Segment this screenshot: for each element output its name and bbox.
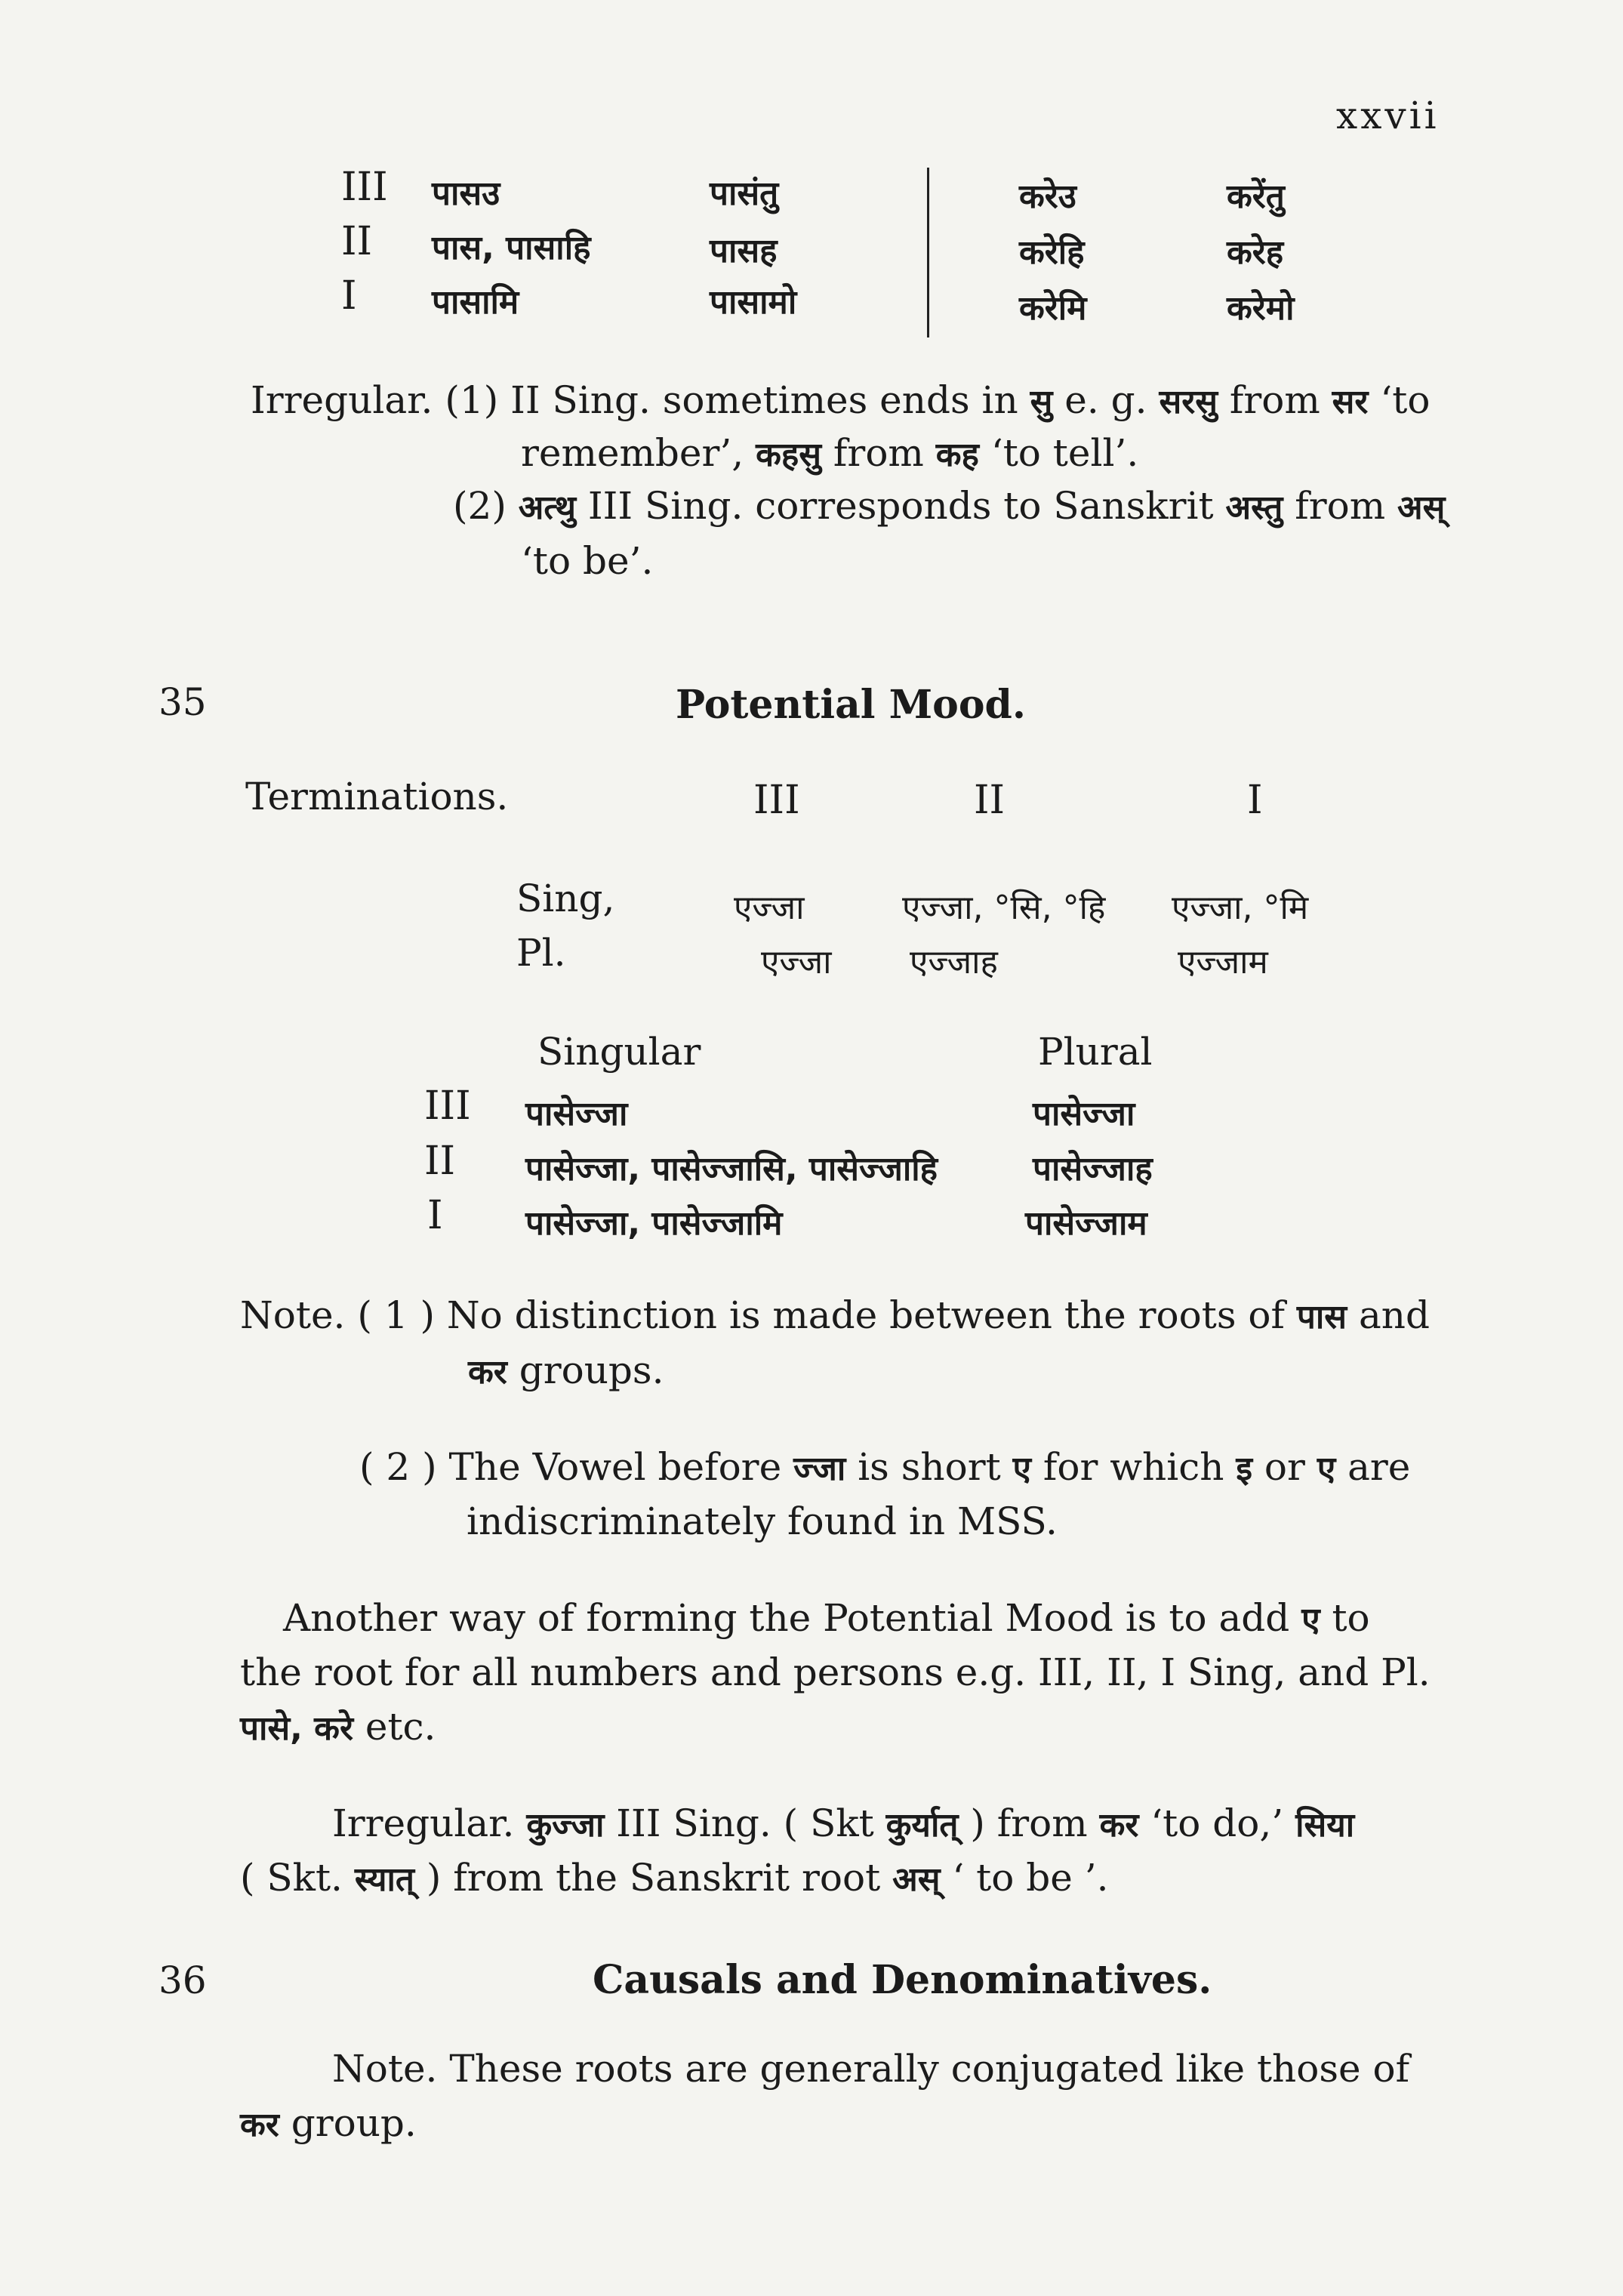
- text: or: [1264, 1445, 1305, 1489]
- devanagari-word: सरसु: [1159, 383, 1218, 421]
- devanagari-word: ए: [1012, 1450, 1031, 1488]
- irregular-paragraph-1: [251, 378, 1431, 422]
- table-cell: पासेज्जा: [525, 1095, 628, 1133]
- text: is short: [858, 1445, 1001, 1489]
- termination-cell: एज्जा, °सि, °हि: [902, 889, 1106, 927]
- paragraph-line: [283, 1596, 1370, 1640]
- text: ‘ to be ’.: [952, 1856, 1109, 1900]
- devanagari-word: पास: [1296, 1298, 1347, 1336]
- section-title: Potential Mood.: [676, 682, 1027, 728]
- termination-cell: एज्जा, °मि: [1172, 889, 1309, 927]
- item-number: (2): [453, 484, 507, 528]
- column-header: I: [1247, 778, 1263, 823]
- text: group.: [291, 2101, 417, 2145]
- text: II Sing. sometimes ends in: [510, 378, 1018, 422]
- paragraph-line: the root for all numbers and persons e.g. III, II, I Sing, and Pl.: [240, 1650, 1431, 1694]
- text: are: [1347, 1445, 1411, 1489]
- person-label: I: [341, 273, 357, 319]
- devanagari-word: कहसु: [756, 436, 822, 474]
- irregular-line: ‘to be’.: [521, 539, 654, 583]
- table-cell: करेहि: [1019, 233, 1085, 272]
- column-header: III: [753, 778, 800, 823]
- irregular-line: [453, 484, 1446, 528]
- paragraph-line: [240, 2101, 417, 2145]
- section-number: 36: [159, 1959, 207, 2002]
- page-number: xxvii: [1336, 94, 1440, 137]
- item-number: ( 2 ): [359, 1445, 437, 1489]
- table-cell: पासह: [710, 232, 778, 270]
- section-title: Causals and Denominatives.: [593, 1957, 1212, 2003]
- text: ‘to do,’: [1150, 1801, 1284, 1845]
- paragraph-line: [332, 1801, 1355, 1845]
- text: remember’,: [521, 431, 744, 475]
- devanagari-word: अस्तु: [1225, 488, 1283, 527]
- person-label: II: [341, 219, 373, 264]
- devanagari-word: कुज्जा: [526, 1806, 605, 1845]
- column-divider: [927, 168, 929, 337]
- termination-cell: एज्जा: [734, 889, 805, 927]
- devanagari-word: कर: [240, 2106, 279, 2144]
- terminations-label: Terminations.: [245, 775, 509, 818]
- item-number: (1): [445, 378, 499, 422]
- irregular-label: Irregular.: [251, 378, 433, 422]
- text: ‘to tell’.: [990, 431, 1139, 475]
- devanagari-word: कुर्यात्: [885, 1806, 959, 1845]
- text: Another way of forming the Potential Mood is to add: [283, 1596, 1290, 1640]
- termination-cell: एज्जा: [761, 943, 832, 982]
- text: for which: [1042, 1445, 1224, 1489]
- devanagari-word: पासे, करे: [240, 1709, 353, 1748]
- table-cell: करेह: [1227, 233, 1284, 272]
- note-line: [240, 1293, 1430, 1337]
- devanagari-word: कर: [468, 1353, 507, 1391]
- devanagari-word: सिया: [1295, 1806, 1355, 1845]
- plural-header: Plural: [1038, 1030, 1153, 1074]
- termination-cell: एज्जाह: [910, 943, 998, 982]
- text: from: [833, 431, 924, 475]
- person-label: II: [424, 1139, 456, 1184]
- item-number: ( 1 ): [357, 1293, 435, 1337]
- devanagari-word: ए: [1301, 1601, 1320, 1639]
- text: ( Skt.: [240, 1856, 343, 1900]
- text: from: [1295, 484, 1386, 528]
- table-cell: पासंतु: [710, 174, 779, 213]
- table-cell: पासेज्जा, पासेज्जामि: [525, 1204, 783, 1243]
- devanagari-word: स्यात्: [354, 1860, 414, 1899]
- note-line: [468, 1348, 664, 1392]
- devanagari-word: इ: [1236, 1450, 1252, 1488]
- table-cell: पासामि: [432, 283, 519, 322]
- section-number: 35: [159, 680, 207, 724]
- devanagari-word: ए: [1317, 1450, 1336, 1488]
- person-label: III: [424, 1083, 471, 1129]
- table-cell: करेमि: [1019, 289, 1087, 328]
- table-cell: पास, पासाहि: [432, 229, 591, 267]
- paragraph-line: [240, 1705, 436, 1749]
- devanagari-word: अत्थु: [518, 488, 576, 527]
- person-label: III: [341, 165, 388, 210]
- text: groups.: [519, 1348, 664, 1392]
- table-cell: करेमो: [1227, 289, 1295, 328]
- text: etc.: [365, 1705, 436, 1749]
- irregular-line: [521, 431, 1139, 475]
- note-line: indiscriminately found in MSS.: [467, 1499, 1058, 1543]
- singular-header: Singular: [537, 1030, 701, 1074]
- column-header: II: [974, 778, 1006, 823]
- text: from: [1229, 378, 1320, 422]
- table-cell: करेउ: [1019, 177, 1076, 216]
- table-cell: पासेज्जाम: [1025, 1204, 1147, 1243]
- devanagari-word: अस्: [892, 1860, 941, 1899]
- text: No distinction is made between the roots of: [446, 1293, 1286, 1337]
- devanagari-word: सु: [1030, 383, 1053, 421]
- text: III Sing. corresponds to Sanskrit: [587, 484, 1214, 528]
- devanagari-word: अस्: [1397, 488, 1446, 527]
- text: e. g.: [1064, 378, 1147, 422]
- text: ) from the Sanskrit root: [426, 1856, 881, 1900]
- text: The Vowel before: [448, 1445, 782, 1489]
- text: to: [1332, 1596, 1370, 1640]
- text: Irregular.: [332, 1801, 515, 1845]
- table-cell: पासामो: [710, 283, 797, 322]
- row-label: Sing,: [516, 877, 615, 920]
- row-label: Pl.: [516, 931, 566, 975]
- text: ‘to: [1380, 378, 1431, 422]
- paragraph-line: [240, 1856, 1109, 1900]
- table-cell: पासेज्जा: [1033, 1095, 1135, 1133]
- person-label: I: [427, 1193, 443, 1238]
- paragraph-line: Note. These roots are generally conjugated like those of: [332, 2047, 1410, 2091]
- note-label: Note.: [240, 1293, 346, 1337]
- table-cell: पासेज्जा, पासेज्जासि, पासेज्जाहि: [525, 1150, 938, 1188]
- table-cell: पासेज्जाह: [1033, 1150, 1153, 1188]
- text: and: [1358, 1293, 1430, 1337]
- devanagari-word: सर: [1332, 383, 1369, 421]
- text: ) from: [970, 1801, 1088, 1845]
- table-cell: करेंतु: [1227, 177, 1285, 216]
- devanagari-word: कह: [935, 436, 979, 474]
- note-line: [359, 1445, 1411, 1489]
- text: III Sing. ( Skt: [616, 1801, 874, 1845]
- table-cell: पासउ: [432, 174, 500, 213]
- devanagari-word: कर: [1099, 1806, 1139, 1845]
- termination-cell: एज्जाम: [1178, 943, 1268, 982]
- devanagari-word: ज्जा: [793, 1450, 846, 1488]
